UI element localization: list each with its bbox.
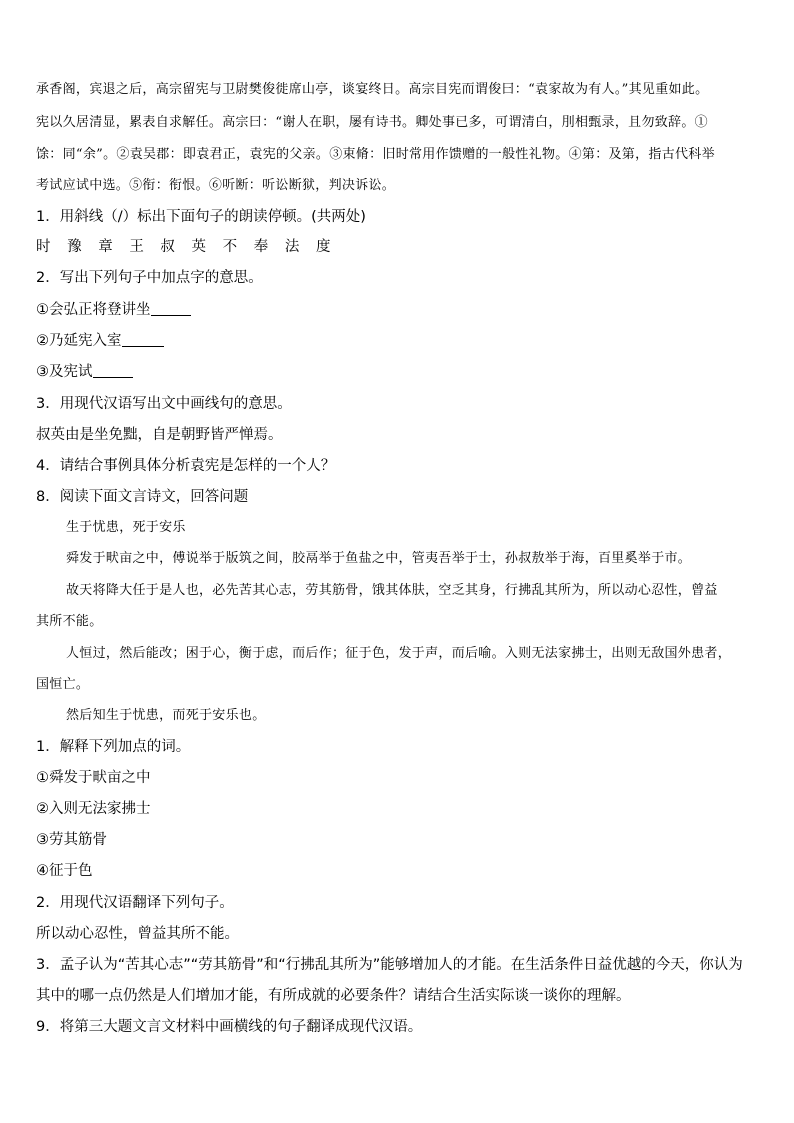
question-sentence: 时 豫 章 王 叔 英 不 奉 法 度 (36, 239, 337, 255)
answer-blank[interactable] (93, 363, 133, 378)
passage-line: 考试应试中选。⑤衔：衔恨。⑥听断：听讼断狱，判决诉讼。 (36, 178, 396, 193)
question-title: 9．将第三大题文言文材料中画横线的句子翻译成现代汉语。 (36, 1019, 423, 1035)
question-title: 2．写出下列句子中加点字的意思。 (36, 270, 263, 286)
passage-line: 故天将降大任于是人也，必先苦其心志，劳其筋骨，饿其体肤，空乏其身，行拂乱其所为，所以动心忍性，曾益 (66, 583, 718, 598)
question-item-text: ③及宪试 (36, 364, 93, 380)
passage-heading: 生于忧患，死于安乐 (66, 520, 186, 535)
question-item-text: ②乃延宪入室 (36, 333, 122, 349)
sub-question-title: 2．用现代汉语翻译下列句子。 (36, 895, 234, 911)
question-item: ①舜发于畎亩之中 (36, 770, 151, 786)
question-title: 1．用斜线（/）标出下面句子的朗读停顿。(共两处) (36, 209, 366, 225)
answer-blank[interactable] (122, 332, 164, 347)
question-title: 8．阅读下面文言诗文，回答问题 (36, 489, 249, 505)
passage-line: 其所不能。 (36, 614, 103, 629)
passage-line: 国恒亡。 (36, 677, 90, 692)
question-item: ②入则无法家拂士 (36, 801, 151, 817)
sub-question-title: 1．解释下列加点的词。 (36, 739, 191, 755)
sub-question-title: 3．孟子认为“苦其心志”“劳其筋骨”和“行拂乱其所为”能够增加人的才能。在生活条件日益优越的今天，你认为 (36, 957, 743, 973)
sub-question-text: 其中的哪一点仍然是人们增加才能，有所成就的必要条件？请结合生活实际谈一谈你的理解。 (36, 988, 631, 1004)
question-item (36, 362, 133, 382)
question-item: ④征于色 (36, 863, 93, 879)
question-item (36, 300, 191, 320)
passage-line: 人恒过，然后能改；困于心，衡于虑，而后作；征于色，发于声，而后喻。入则无法家拂士，出则无敌国外患者， (66, 646, 732, 661)
passage-line: 馀：同“余”。②袁吴郡：即袁君正，袁宪的父亲。③束脩：旧时常用作馈赠的一般性礼物。④第：及第，指古代科举 (36, 147, 715, 162)
answer-blank[interactable] (151, 301, 191, 316)
passage-line: 承香阁，宾退之后，高宗留宪与卫尉樊俊徙席山亭，谈宴终日。高宗目宪而谓俊曰：“袁家故为有人。”其见重如此。 (36, 82, 709, 97)
question-sentence: 叔英由是坐免黜，自是朝野皆严惮焉。 (36, 427, 283, 443)
question-item: ③劳其筋骨 (36, 832, 107, 848)
question-item-text: ①会弘正将登讲坐 (36, 302, 151, 318)
passage-line: 然后知生于忧患，而死于安乐也。 (66, 708, 266, 723)
question-item (36, 331, 164, 351)
passage-line: 宪以久居清显，累表自求解任。高宗曰：“谢人在职，屡有诗书。卿处事已多，可谓清白，刖相甄录，且勿致辞。① (36, 115, 708, 130)
question-title: 3．用现代汉语写出文中画线句的意思。 (36, 396, 292, 412)
question-sentence: 所以动心忍性，曾益其所不能。 (36, 926, 239, 942)
passage-line: 舜发于畎亩之中，傅说举于版筑之间，胶鬲举于鱼盐之中，管夷吾举于士，孙叔敖举于海，百里奚举于市。 (66, 551, 692, 566)
question-title: 4．请结合事例具体分析袁宪是怎样的一个人？ (36, 458, 336, 474)
